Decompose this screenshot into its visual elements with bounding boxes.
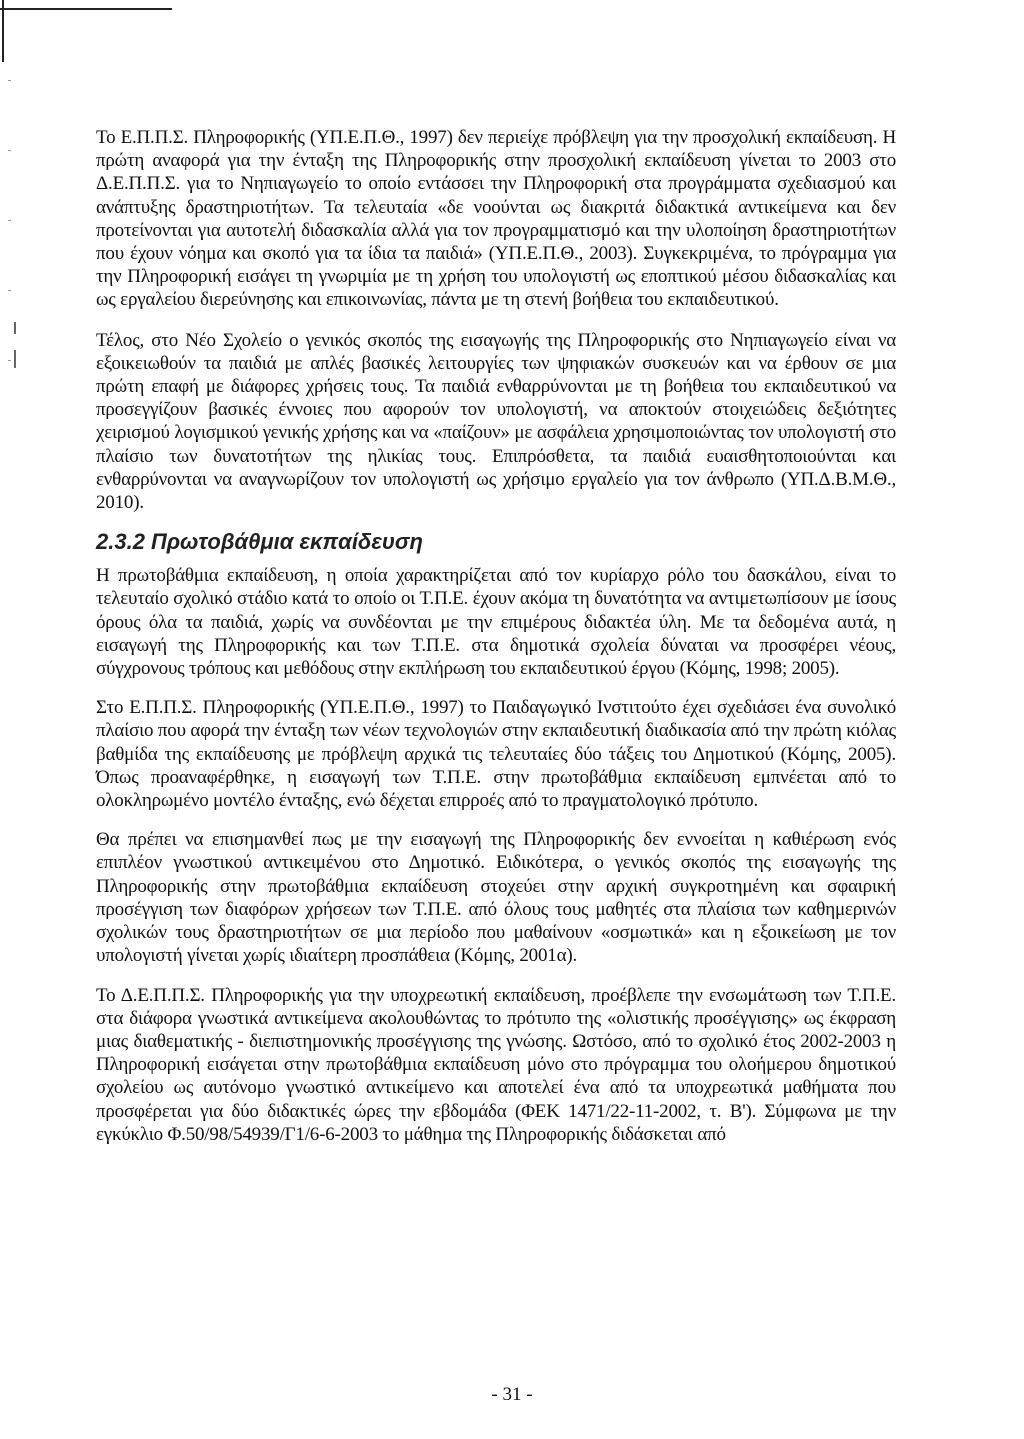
page-number: - 31 - (491, 1384, 533, 1405)
section-title: Πρωτοβάθμια εκπαίδευση (150, 529, 423, 555)
paragraph-pedagogical-institute: Στο Ε.Π.Π.Σ. Πληροφορικής (ΥΠ.Ε.Π.Θ., 1997) το Παιδαγωγικό Ινστιτούτο έχει σχεδιάσει ένα συνολικό πλαίσιο που αφορά την ένταξη των νέων τεχνολογιών στην εκπαιδευτική διαδικασία από την πρώτη κιόλας βαθμίδα της εκπαίδευσης με πρόβλεψη αρχικά τις τελευταίες δύο τάξεις του Δημοτικού (Κόμης, 2005). Όπως προαναφέρθηκε, η εισαγωγή των Τ.Π.Ε. στην πρωτοβάθμια εκπαίδευση εμπνέεται από το ολοκληρωμένο μοντέλο ένταξης, ενώ δέχεται επιρροές από το πραγματολογικό πρότυπο. (96, 697, 896, 812)
scan-margin-mark (14, 350, 16, 368)
scan-margin-dots (8, 80, 11, 370)
paragraph-primary-education: Η πρωτοβάθμια εκπαίδευση, η οποία χαρακτηρίζεται από τον κυρίαρχο ρόλο του δασκάλου, είναι το τελευταίο σχολικό στάδιο κατά το οποίο οι Τ.Π.Ε. έχουν ακόμα τη δυνατότητα να αντιμετωπίσουν με ίσους όρους όλα τα παιδιά, χωρίς να συνδέονται με την επιμέρους διδακτέα ύλη. Με τα δεδομένα αυτά, η εισαγωγή της Πληροφορικής και των Τ.Π.Ε. στα δημοτικά σχολεία δύναται να προσφέρει νέους, σύγχρονους τρόπους και μεθόδους στην εκπλήρωση του εκπαιδευτικού έργου (Κόμης, 1998; 2005). (96, 565, 896, 680)
page-content (96, 126, 896, 1146)
section-heading (96, 529, 896, 555)
paragraph-preschool-eppps: Το Ε.Π.Π.Σ. Πληροφορικής (ΥΠ.Ε.Π.Θ., 1997) δεν περιείχε πρόβλεψη για την προσχολική εκπαίδευση. Η πρώτη αναφορά για την ένταξη της Πληροφορικής στην προσχολική εκπαίδευση γίνεται το 2003 στο Δ.Ε.Π.Π.Σ. για το Νηπιαγωγείο το οποίο εντάσσει την Πληροφορική στα προγράμματα σχεδιασμού και ανάπτυξης δραστηριοτήτων. Τα τελευταία «δε νοούνται ως διακριτά διδακτικά αντικείμενα και δεν προτείνονται για αυτοτελή διδασκαλία αλλά για τον προγραμματισμό και την υλοποίηση δραστηριοτήτων που έχουν νόημα και σκοπό για τα ίδια τα παιδιά» (ΥΠ.Ε.Π.Θ., 2003). Συγκεκριμένα, το πρόγραμμα για την Πληροφορική εισάγει τη γνωριμία με τη χρήση του υπολογιστή ως εποπτικού μέσου διδασκαλίας και ως εργαλείου διερεύνησης και επικοινωνίας, πάντα με τη στενή βοήθεια του εκπαιδευτικού. (96, 127, 896, 311)
paragraph-depps-compulsory: Το Δ.Ε.Π.Π.Σ. Πληροφορικής για την υποχρεωτική εκπαίδευση, προέβλεπε την ενσωμάτωση των Τ.Π.Ε. στα διάφορα γνωστικά αντικείμενα ακολουθώντας το πρότυπο της «ολιστικής προσέγγισης» ως έκφραση μιας διαθεματικής - διεπιστημονικής προσέγγισης της γνώσης. Ωστόσο, από το σχολικό έτος 2002-2003 η Πληροφορική εισάγεται στην πρωτοβάθμια εκπαίδευση μόνο στο πρόγραμμα του ολοήμερου δημοτικού σχολείου ως αυτόνομο γνωστικό αντικείμενο και αποτελεί ένα από τα υποχρεωτικά μαθήματα που προσφέρεται για δύο διδακτικές ώρες την εβδομάδα (ΦΕΚ 1471/22-11-2002, τ. Β'). Σύμφωνα με την εγκύκλιο Φ.50/98/54939/Γ1/6-6-2003 το μάθημα της Πληροφορικής διδάσκεται από (96, 984, 896, 1145)
scan-margin-mark (14, 322, 16, 334)
paragraph-general-goal: Θα πρέπει να επισημανθεί πως με την εισαγωγή της Πληροφορικής δεν εννοείται η καθιέρωση ενός επιπλέον γνωστικού αντικειμένου στο Δημοτικό. Ειδικότερα, ο γενικός σκοπός της εισαγωγής της Πληροφορικής στην πρωτοβάθμια εκπαίδευση στοχεύει στην αρχική συγκροτημένη και σφαιρική προσέγγιση των διαφόρων χρήσεων των Τ.Π.Ε. από όλους τους μαθητές στα πλαίσια των καθημερινών σχολικών τους δραστηριοτήτων σε μια περίοδο που μαθαίνουν «οσμωτικά» και η εξοικείωση με τον υπολογιστή γίνεται χωρίς ιδιαίτερη προσπάθεια (Κόμης, 2001α). (96, 829, 896, 967)
paragraph-new-school: Τέλος, στο Νέο Σχολείο ο γενικός σκοπός της εισαγωγής της Πληροφορικής στο Νηπιαγωγείο είναι να εξοικειωθούν τα παιδιά με απλές βασικές λειτουργίες των ψηφιακών συσκευών και να έρθουν σε μια πρώτη επαφή με διάφορες χρήσεις τους. Τα παιδιά ενθαρρύνονται με τη βοήθεια του εκπαιδευτικού να προσεγγίζουν βασικές έννοιες που αφορούν τον υπολογιστή, να αποκτούν στοιχειώδεις δεξιότητες χειρισμού λογισμικού γενικής χρήσης και να «παίζουν» με ασφάλεια χρησιμοποιώντας τον υπολογιστή στο πλαίσιο των δυνατοτήτων της ηλικίας τους. Επιπρόσθετα, τα παιδιά ευαισθητοποιούνται και ενθαρρύνονται να αναγνωρίζουν τον υπολογιστή ως χρήσιμο εργαλείο για τον άνθρωπο (ΥΠ.Δ.Β.Μ.Θ., 2010). (96, 329, 896, 514)
section-number: 2.3.2 (96, 529, 145, 555)
scan-border-left (2, 0, 4, 62)
scan-border-top (0, 8, 172, 10)
